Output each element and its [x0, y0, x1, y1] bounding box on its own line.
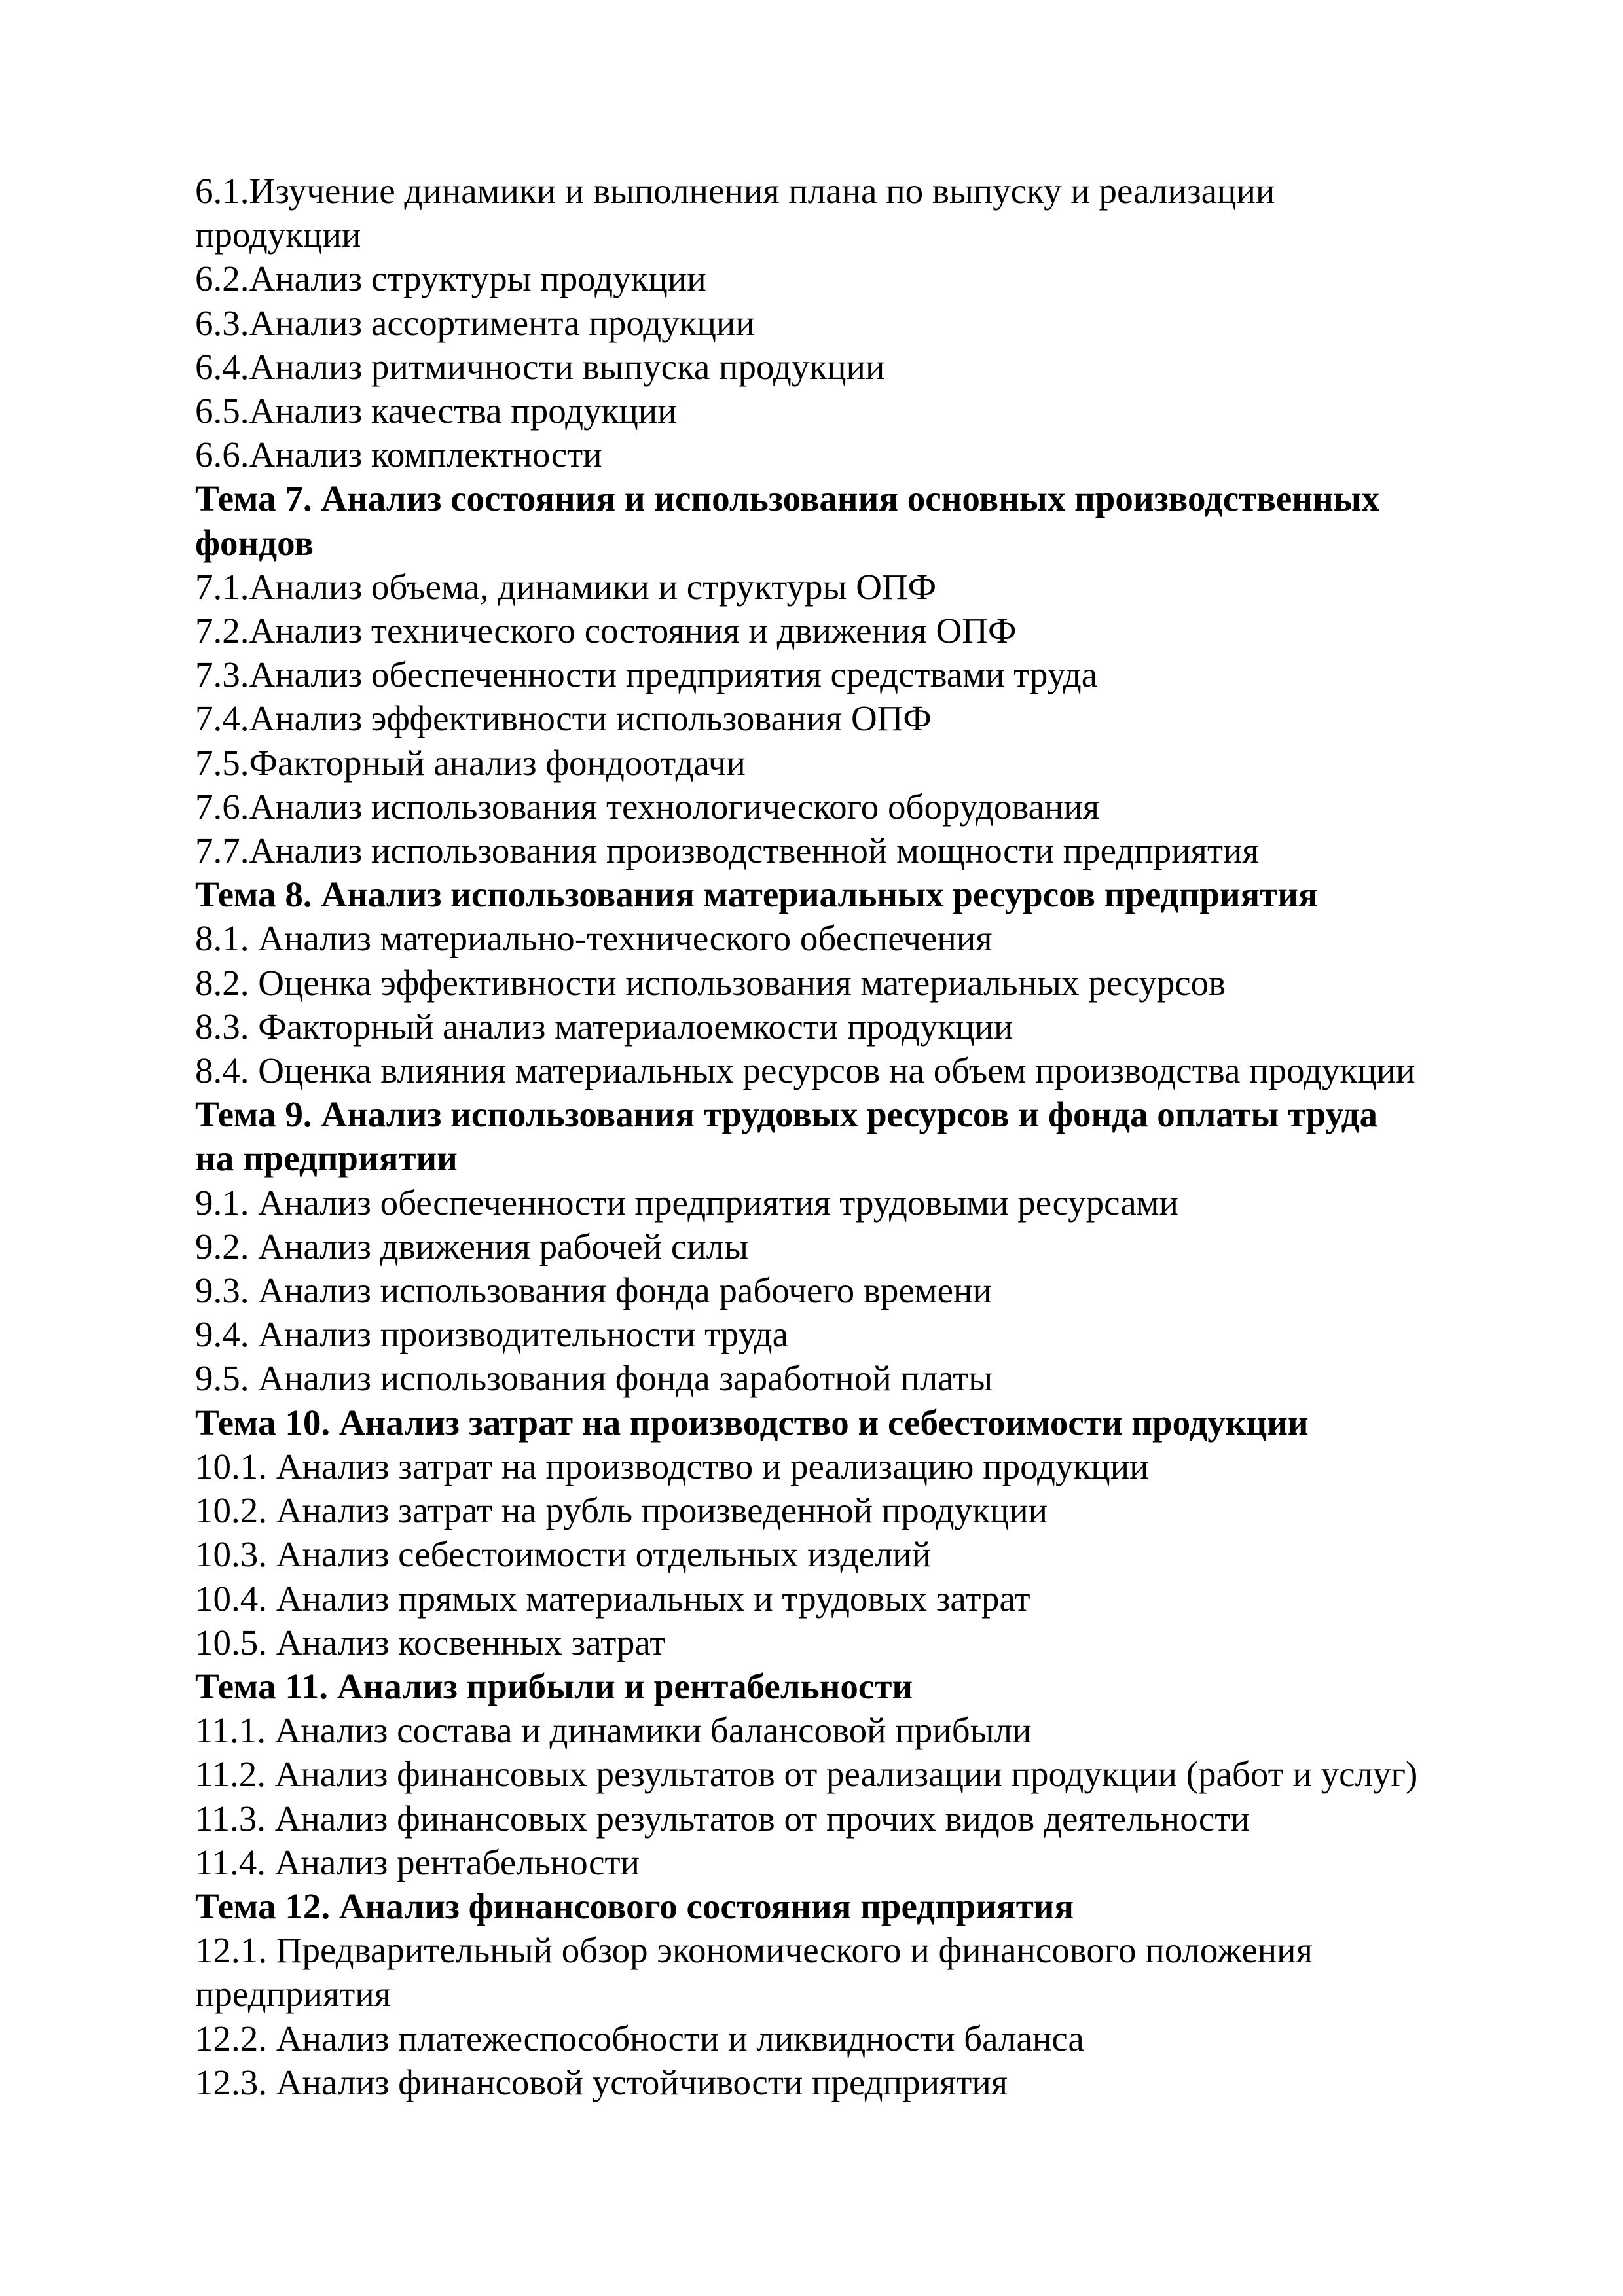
section-item-line: 7.5.Факторный анализ фондоотдачи — [195, 742, 746, 783]
section-item-line: 9.4. Анализ производительности труда — [195, 1314, 788, 1355]
section-item-line: 6.6.Анализ комплектности — [195, 435, 602, 475]
section-item-line: 9.5. Анализ использования фонда заработной платы — [195, 1358, 993, 1399]
section-heading-line: Тема 10. Анализ затрат на производство и себестоимости продукции — [195, 1402, 1309, 1443]
section-item-line: 8.2. Оценка эффективности использования материальных ресурсов — [195, 962, 1226, 1003]
section-item-line: 10.4. Анализ прямых материальных и трудовых затрат — [195, 1578, 1030, 1619]
section-item-line: 7.3.Анализ обеспеченности предприятия средствами труда — [195, 655, 1098, 695]
section-item-line: 12.2. Анализ платежеспособности и ликвидности баланса — [195, 2018, 1084, 2058]
section-item-line: 11.2. Анализ финансовых результатов от реализации продукции (работ и услуг) — [195, 1754, 1418, 1795]
section-heading-line: Тема 11. Анализ прибыли и рентабельности — [195, 1666, 913, 1706]
section-item-line: 6.4.Анализ ритмичности выпуска продукции — [195, 346, 885, 387]
section-heading-line: на предприятии — [195, 1138, 458, 1179]
section-heading-line: фондов — [195, 522, 314, 563]
section-item-line: предприятия — [195, 1974, 392, 2015]
section-heading-line: Тема 9. Анализ использования трудовых ресурсов и фонда оплаты труда — [195, 1094, 1378, 1135]
section-item-line: 8.4. Оценка влияния материальных ресурсов на объем производства продукции — [195, 1050, 1415, 1091]
section-heading-line: Тема 8. Анализ использования материальных ресурсов предприятия — [195, 874, 1318, 915]
section-item-line: 10.2. Анализ затрат на рубль произведенной продукции — [195, 1490, 1048, 1531]
section-item-line: 9.2. Анализ движения рабочей силы — [195, 1226, 749, 1266]
section-item-line: 11.1. Анализ состава и динамики балансовой прибыли — [195, 1710, 1032, 1751]
section-item-line: 6.1.Изучение динамики и выполнения плана по выпуску и реализации — [195, 171, 1275, 211]
section-item-line: продукции — [195, 215, 361, 255]
section-item-line: 12.1. Предварительный обзор экономического и финансового положения — [195, 1930, 1313, 1971]
section-heading-line: Тема 7. Анализ состояния и использования основных производственных — [195, 478, 1380, 519]
section-item-line: 9.1. Анализ обеспеченности предприятия трудовыми ресурсами — [195, 1182, 1178, 1223]
section-item-line: 10.3. Анализ себестоимости отдельных изделий — [195, 1534, 932, 1575]
section-item-line: 7.4.Анализ эффективности использования ОПФ — [195, 698, 932, 739]
document-body — [195, 169, 1504, 2104]
section-item-line: 9.3. Анализ использования фонда рабочего времени — [195, 1270, 992, 1311]
section-item-line: 8.3. Факторный анализ материалоемкости продукции — [195, 1006, 1013, 1047]
section-item-line: 11.4. Анализ рентабельности — [195, 1842, 640, 1882]
section-heading-line: Тема 12. Анализ финансового состояния предприятия — [195, 1886, 1074, 1926]
section-item-line: 12.3. Анализ финансовой устойчивости предприятия — [195, 2062, 1008, 2102]
section-item-line: 7.6.Анализ использования технологического оборудования — [195, 786, 1100, 827]
section-item-line: 6.2.Анализ структуры продукции — [195, 259, 706, 299]
section-item-line: 7.1.Анализ объема, динамики и структуры ОПФ — [195, 566, 937, 607]
section-item-line: 10.5. Анализ косвенных затрат — [195, 1622, 666, 1662]
section-item-line: 6.3.Анализ ассортимента продукции — [195, 302, 755, 343]
section-item-line: 10.1. Анализ затрат на производство и реализацию продукции — [195, 1446, 1149, 1486]
section-item-line: 11.3. Анализ финансовых результатов от прочих видов деятельности — [195, 1798, 1250, 1839]
section-item-line: 8.1. Анализ материально-технического обеспечения — [195, 918, 993, 959]
section-item-line: 6.5.Анализ качества продукции — [195, 391, 677, 431]
section-item-line: 7.2.Анализ технического состояния и движения ОПФ — [195, 611, 1017, 651]
section-item-line: 7.7.Анализ использования производственной мощности предприятия — [195, 831, 1259, 871]
